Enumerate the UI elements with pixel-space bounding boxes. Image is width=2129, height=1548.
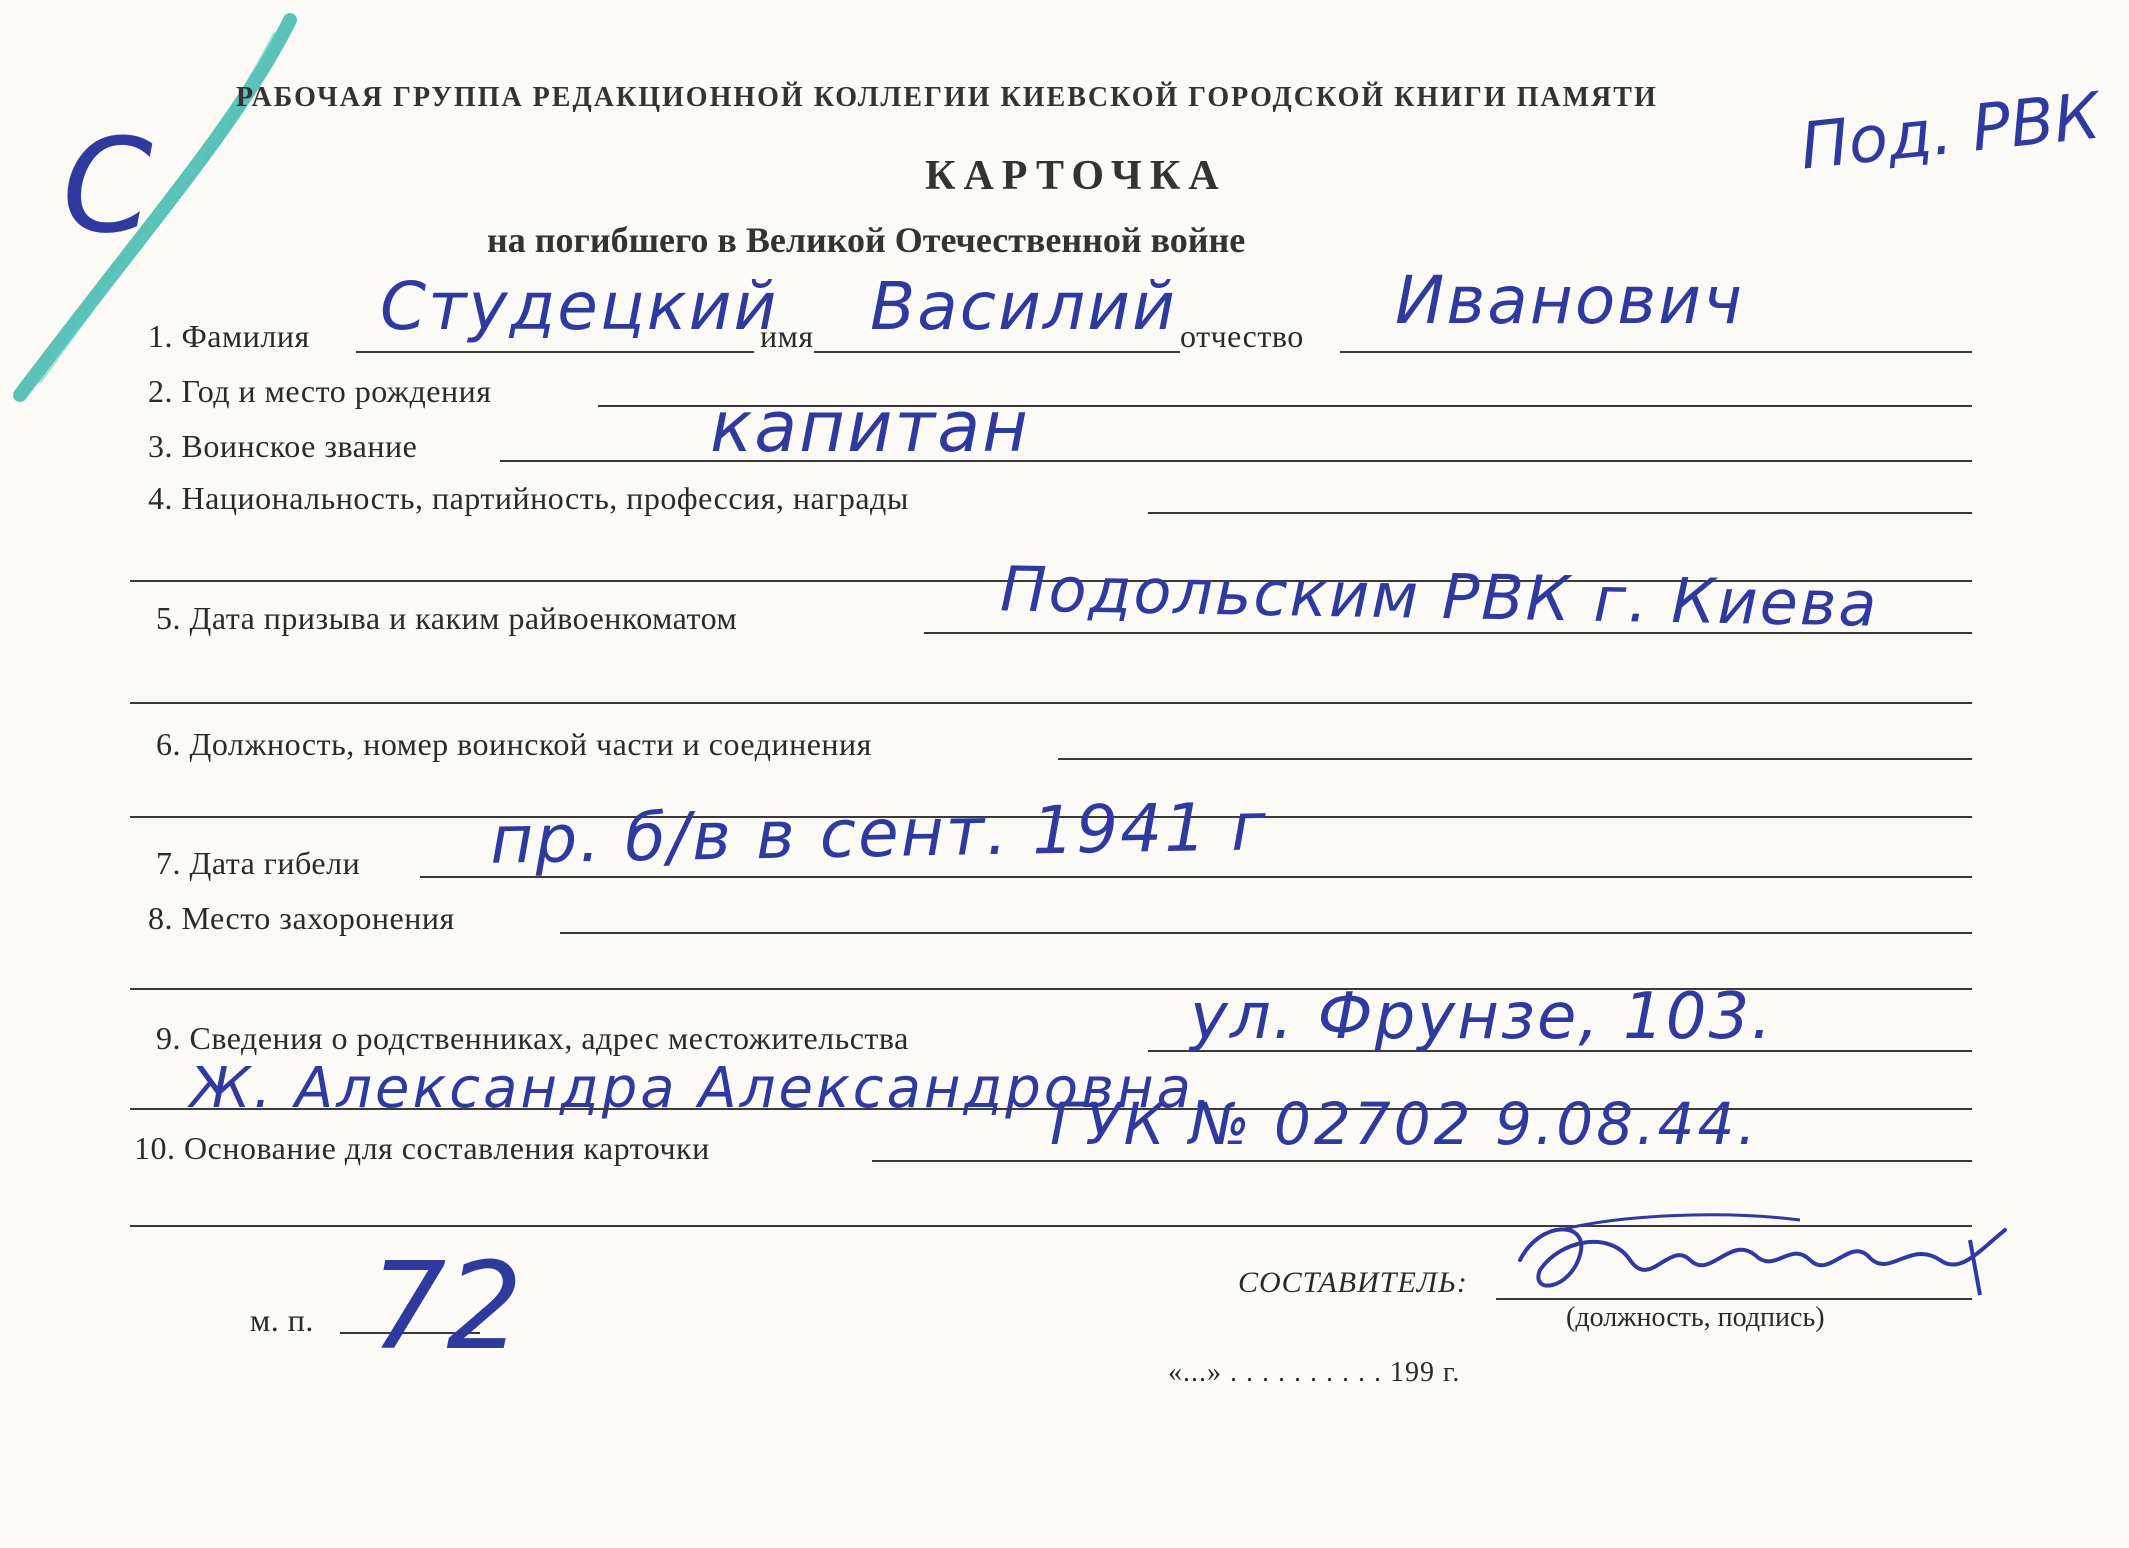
field-5-line-2 bbox=[130, 702, 1972, 704]
field-3-value: капитан bbox=[710, 386, 1030, 468]
field-1-patronymic-label: отчество bbox=[1180, 318, 1304, 354]
field-9-value-2: Ж. Александра Александровна. bbox=[190, 1056, 1215, 1121]
field-10-line bbox=[872, 1160, 1972, 1162]
margin-note-right: Под. РВК bbox=[1796, 79, 2104, 185]
field-1-name-label: имя bbox=[760, 318, 814, 354]
compiler-label: СОСТАВИТЕЛЬ: bbox=[1238, 1266, 1468, 1299]
field-10-value: ГУК № 02702 9.08.44. bbox=[1050, 1090, 1759, 1158]
compiler-signature bbox=[1500, 1200, 2020, 1320]
field-7-label: 7. Дата гибели bbox=[156, 845, 361, 881]
field-7-value: пр. б/в в сент. 1941 г bbox=[489, 788, 1269, 879]
field-2-label: 2. Год и место рождения bbox=[148, 373, 492, 409]
field-3-label: 3. Воинское звание bbox=[148, 428, 418, 464]
compiler-hint: (должность, подпись) bbox=[1566, 1302, 1825, 1333]
card-subtitle: на погибшего в Великой Отечественной войне bbox=[487, 220, 1246, 260]
field-4-label: 4. Национальность, партийность, профессия, награды bbox=[148, 480, 909, 516]
field-8-line bbox=[560, 932, 1972, 934]
field-1-label: 1. Фамилия bbox=[148, 318, 310, 354]
field-1-surname: Студецкий bbox=[380, 268, 779, 345]
field-9-label: 9. Сведения о родственниках, адрес местожительства bbox=[156, 1020, 909, 1056]
field-1-patronymic: Иванович bbox=[1395, 262, 1745, 339]
field-10-label: 10. Основание для составления карточки bbox=[134, 1130, 710, 1166]
field-1-name: Василий bbox=[870, 268, 1177, 345]
field-4-line bbox=[1148, 512, 1972, 514]
mp-label: м. п. bbox=[250, 1302, 314, 1338]
field-5-label: 5. Дата призыва и каким райвоенкоматом bbox=[156, 600, 738, 636]
field-7-line bbox=[420, 876, 1972, 878]
teal-marker-stroke bbox=[0, 0, 320, 420]
organization-header: РАБОЧАЯ ГРУППА РЕДАКЦИОННОЙ КОЛЛЕГИИ КИЕВСКОЙ ГОРОДСКОЙ КНИГИ ПАМЯТИ bbox=[236, 82, 1658, 113]
date-line: «...» . . . . . . . . . . 199 г. bbox=[1168, 1357, 1461, 1388]
field-1-surname-line bbox=[356, 351, 754, 353]
card-title: КАРТОЧКА bbox=[925, 153, 1227, 199]
field-1-name-line bbox=[814, 351, 1180, 353]
field-8-label: 8. Место захоронения bbox=[148, 900, 455, 936]
field-6-label: 6. Должность, номер воинской части и соединения bbox=[156, 726, 872, 762]
margin-note-left: С bbox=[62, 110, 153, 262]
field-9-value: ул. Фрунзе, 103. bbox=[1190, 980, 1774, 1054]
field-1-patronymic-line bbox=[1340, 351, 1972, 353]
field-6-line bbox=[1058, 758, 1972, 760]
field-5-value: Подольским РВК г. Киева bbox=[999, 552, 1880, 641]
mp-number: 72 bbox=[370, 1238, 523, 1377]
